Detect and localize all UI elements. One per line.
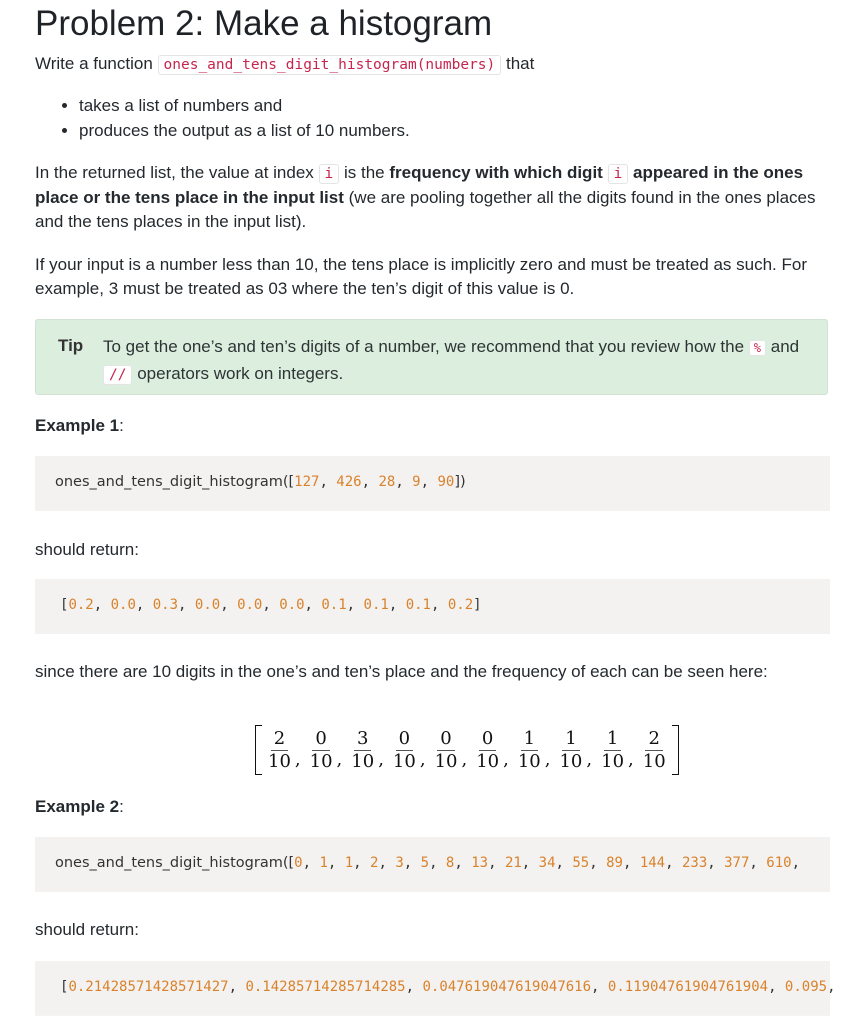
list-item: • produces the output as a list of 10 numbers.: [79, 119, 410, 143]
code-number: 0.0: [237, 597, 263, 613]
fractions: [264, 728, 670, 773]
intro-suffix: that: [506, 54, 535, 73]
code-number: 28: [378, 474, 396, 490]
code-number: 3: [395, 855, 404, 871]
code-number: 0: [294, 855, 303, 871]
code-function-call: ones_and_tens_digit_histogram([: [55, 855, 295, 871]
left-bracket: [255, 725, 262, 775]
fraction: [390, 728, 419, 773]
fraction: [640, 728, 669, 773]
code-number: 13: [471, 855, 489, 871]
fraction-numerator: 1: [562, 728, 579, 751]
code-arguments: 127, 426, 28, 9, 90: [294, 474, 455, 490]
code-number: 0.047619047619047616: [422, 979, 592, 995]
code-number: 55: [572, 855, 590, 871]
code-number: 0.1: [363, 597, 389, 613]
example-2-heading: Example 2:: [35, 797, 124, 816]
code-number: 0.1: [321, 597, 347, 613]
code-number: 1: [319, 855, 328, 871]
code-number: 0.21428571428571427: [68, 979, 229, 995]
code-arguments: 0, 1, 1, 2, 3, 5, 8, 13, 21, 34, 55, 89, 144, 233, 377, 610,: [294, 855, 801, 871]
example-2-heading-text: Example 2: [35, 797, 120, 816]
fraction-denominator: 10: [434, 750, 458, 772]
intro-paragraph: [35, 52, 534, 77]
fraction-vector: [255, 724, 679, 776]
tip-box: [35, 319, 828, 395]
code-number: 5: [420, 855, 430, 871]
code-result: [0.21428571428571427, 0.14285714285714285, 0.047619047619047616, 0.11904761904761904, 0.095,: [60, 979, 836, 995]
right-bracket: [672, 725, 679, 775]
intro-prefix: Write a function: [35, 54, 153, 73]
fraction-denominator: 10: [601, 750, 625, 772]
example-1-heading-text: Example 1: [35, 416, 120, 435]
fraction: [598, 728, 627, 773]
example-1-result-code-block: [35, 579, 830, 634]
example-1-call-code-block: [35, 456, 830, 511]
code-number: 144: [639, 855, 666, 871]
code-bracket: [: [60, 979, 69, 995]
fraction: [348, 728, 377, 773]
fraction-separator: ,: [586, 748, 593, 770]
fraction-separator: ,: [544, 748, 551, 770]
fraction-denominator: 10: [268, 750, 291, 772]
fraction-numerator: 0: [396, 728, 413, 751]
code-bracket: [: [60, 597, 69, 613]
fraction-numerator: 3: [354, 728, 371, 751]
desc-bold: appeared in the ones place or the tens place in the input list: [35, 163, 804, 207]
code-number: 0.0: [110, 597, 136, 613]
fraction-numerator: 2: [271, 728, 288, 751]
code-number: 0.0: [194, 597, 221, 613]
fraction-separator: ,: [461, 748, 468, 770]
code-number: 0.095: [784, 979, 828, 995]
code-number: 0.11904761904761904: [607, 979, 769, 995]
fraction-numerator: 1: [604, 728, 621, 751]
fraction-numerator: 0: [479, 728, 496, 751]
code-number: 2: [370, 855, 379, 871]
example-1-should-return: should return:: [35, 540, 139, 559]
code-number: 8: [445, 855, 455, 871]
code-number: 1: [344, 855, 354, 871]
code-number: 89: [606, 855, 623, 871]
code-number: 0.3: [152, 597, 179, 613]
code-number: 21: [504, 855, 522, 871]
fraction-separator: ,: [628, 748, 634, 770]
code-number: 233: [681, 855, 708, 871]
fraction-denominator: 10: [559, 750, 583, 772]
code-number: 0.0: [279, 597, 305, 613]
fraction-denominator: 10: [392, 750, 416, 772]
fraction-denominator: 10: [517, 750, 541, 772]
description-paragraph: [35, 161, 830, 234]
code-number: 0.2: [68, 597, 94, 613]
index-code: i: [319, 164, 340, 184]
example-2-result-code-block[interactable]: [35, 961, 836, 1016]
desc-text: (we are pooling together all the digits found in the ones places and the tens places in the input list).: [35, 188, 816, 231]
code-number: 377: [724, 855, 750, 871]
fraction-separator: ,: [378, 748, 384, 770]
fraction: [432, 728, 461, 773]
function-signature-code: ones_and_tens_digit_histogram(numbers): [158, 55, 502, 75]
code-number: 610: [766, 855, 792, 871]
requirements-list: [35, 94, 410, 144]
code-call-end: ]): [454, 474, 466, 490]
tip-text-part: To get the one’s and ten’s digits of a number, we recommend that you review how the: [103, 337, 745, 356]
code-result: [0.2, 0.0, 0.3, 0.0, 0.0, 0.0, 0.1, 0.1, 0.1, 0.2]: [60, 597, 482, 613]
example-1-heading: Example 1:: [35, 416, 124, 435]
fraction-denominator: 10: [642, 750, 666, 772]
example-2-should-return: should return:: [35, 920, 139, 939]
fraction-numerator: 0: [312, 728, 329, 751]
fraction-denominator: 10: [476, 750, 500, 772]
digit-code: i: [608, 164, 629, 184]
desc-text: In the returned list, the value at index: [35, 163, 314, 182]
code-number: 0.14285714285714285: [245, 979, 406, 995]
fraction-separator: ,: [419, 748, 426, 770]
code-number: 90: [437, 474, 455, 490]
modulo-operator-code: %: [749, 340, 766, 356]
tip-label: Tip: [58, 336, 84, 355]
page-title: Problem 2: Make a histogram: [35, 4, 493, 43]
example-2-call-code-block[interactable]: [35, 837, 830, 892]
fraction-separator: ,: [294, 748, 301, 770]
code-number: 0.1: [405, 597, 431, 613]
fraction-denominator: 10: [309, 750, 333, 772]
desc-text: is the: [344, 163, 385, 182]
fraction: [473, 728, 502, 773]
example-1-explanation: since there are 10 digits in the one’s and ten’s place and the frequency of each can be seen here:: [35, 662, 768, 681]
code-number: 426: [336, 474, 362, 490]
fraction-separator: ,: [336, 748, 343, 770]
bottom-fade: [0, 1014, 854, 1024]
fraction-separator: ,: [503, 748, 509, 770]
tip-text: [103, 334, 803, 388]
fraction: [515, 728, 544, 773]
floor-division-operator-code: //: [103, 365, 132, 385]
code-number: 127: [294, 474, 320, 490]
tens-place-paragraph: If your input is a number less than 10, the tens place is implicitly zero and must be treated as such. For example, 3 must be treated as 03 where the ten’s digit of this value is 0.: [35, 255, 807, 298]
code-number: 0.2: [447, 597, 474, 613]
code-function-call: ones_and_tens_digit_histogram([: [55, 474, 295, 490]
tip-text-part: and: [770, 337, 800, 356]
fraction: [556, 728, 585, 773]
tip-text-part: operators work on integers.: [137, 364, 344, 383]
code-number: 34: [538, 855, 556, 871]
fraction-numerator: 2: [645, 728, 662, 751]
fraction: [265, 728, 294, 773]
fraction-numerator: 0: [437, 728, 454, 751]
fraction: [307, 728, 336, 773]
fraction-numerator: 1: [521, 728, 538, 751]
list-item: • takes a list of numbers and: [79, 94, 410, 118]
code-bracket: ]: [473, 597, 482, 613]
desc-bold: frequency with which digit: [389, 163, 603, 182]
fraction-denominator: 10: [351, 750, 375, 772]
code-number: 9: [412, 474, 421, 490]
